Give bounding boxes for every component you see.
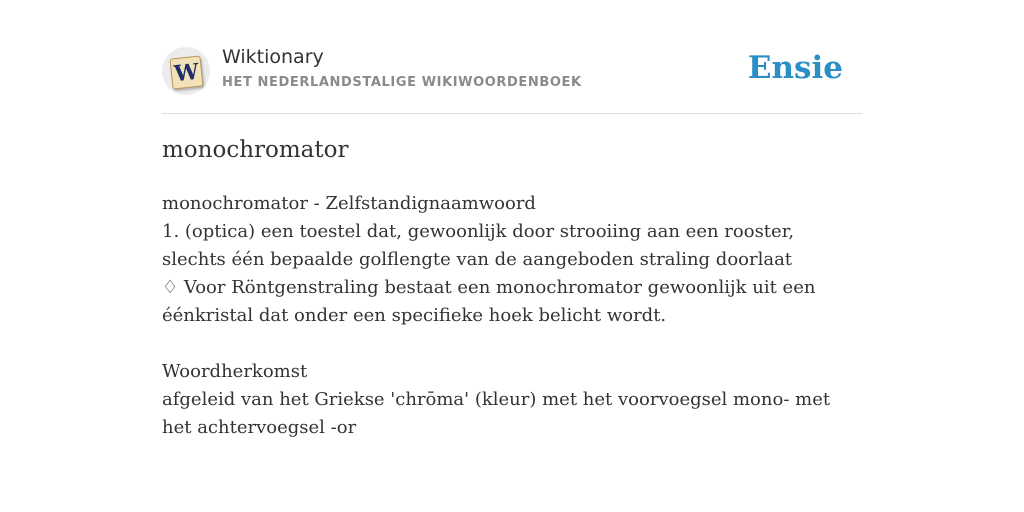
site-tagline: HET NEDERLANDSTALIGE WIKIWOORDENBOEK bbox=[222, 75, 582, 90]
page-title: monochromator bbox=[162, 137, 349, 163]
etymology-text: afgeleid van het Griekse 'chrōma' (kleur) met het voorvoegsel mono- met het achtervoegsel -or bbox=[162, 389, 831, 438]
example-sentence: ♢ Voor Röntgenstraling bestaat een monochromator gewoonlijk uit een éénkristal dat onder een specifieke hoek belicht wordt. bbox=[162, 277, 816, 326]
wiktionary-logo-icon[interactable] bbox=[162, 47, 210, 95]
spacer bbox=[162, 330, 862, 358]
site-name[interactable]: Wiktionary bbox=[222, 46, 324, 68]
ensie-brand-link[interactable]: Ensie bbox=[747, 50, 843, 86]
header bbox=[162, 44, 862, 114]
etymology-heading: Woordherkomst bbox=[162, 361, 308, 382]
logo-tile: W bbox=[169, 55, 203, 89]
part-of-speech-line: monochromator - Zelfstandignaamwoord bbox=[162, 193, 536, 214]
header-divider bbox=[162, 113, 862, 114]
entry-content bbox=[162, 190, 862, 442]
definition: 1. (optica) een toestel dat, gewoonlijk door strooiing aan een rooster, slechts één bepaalde golflengte van de aangeboden straling doorlaat bbox=[162, 221, 795, 270]
